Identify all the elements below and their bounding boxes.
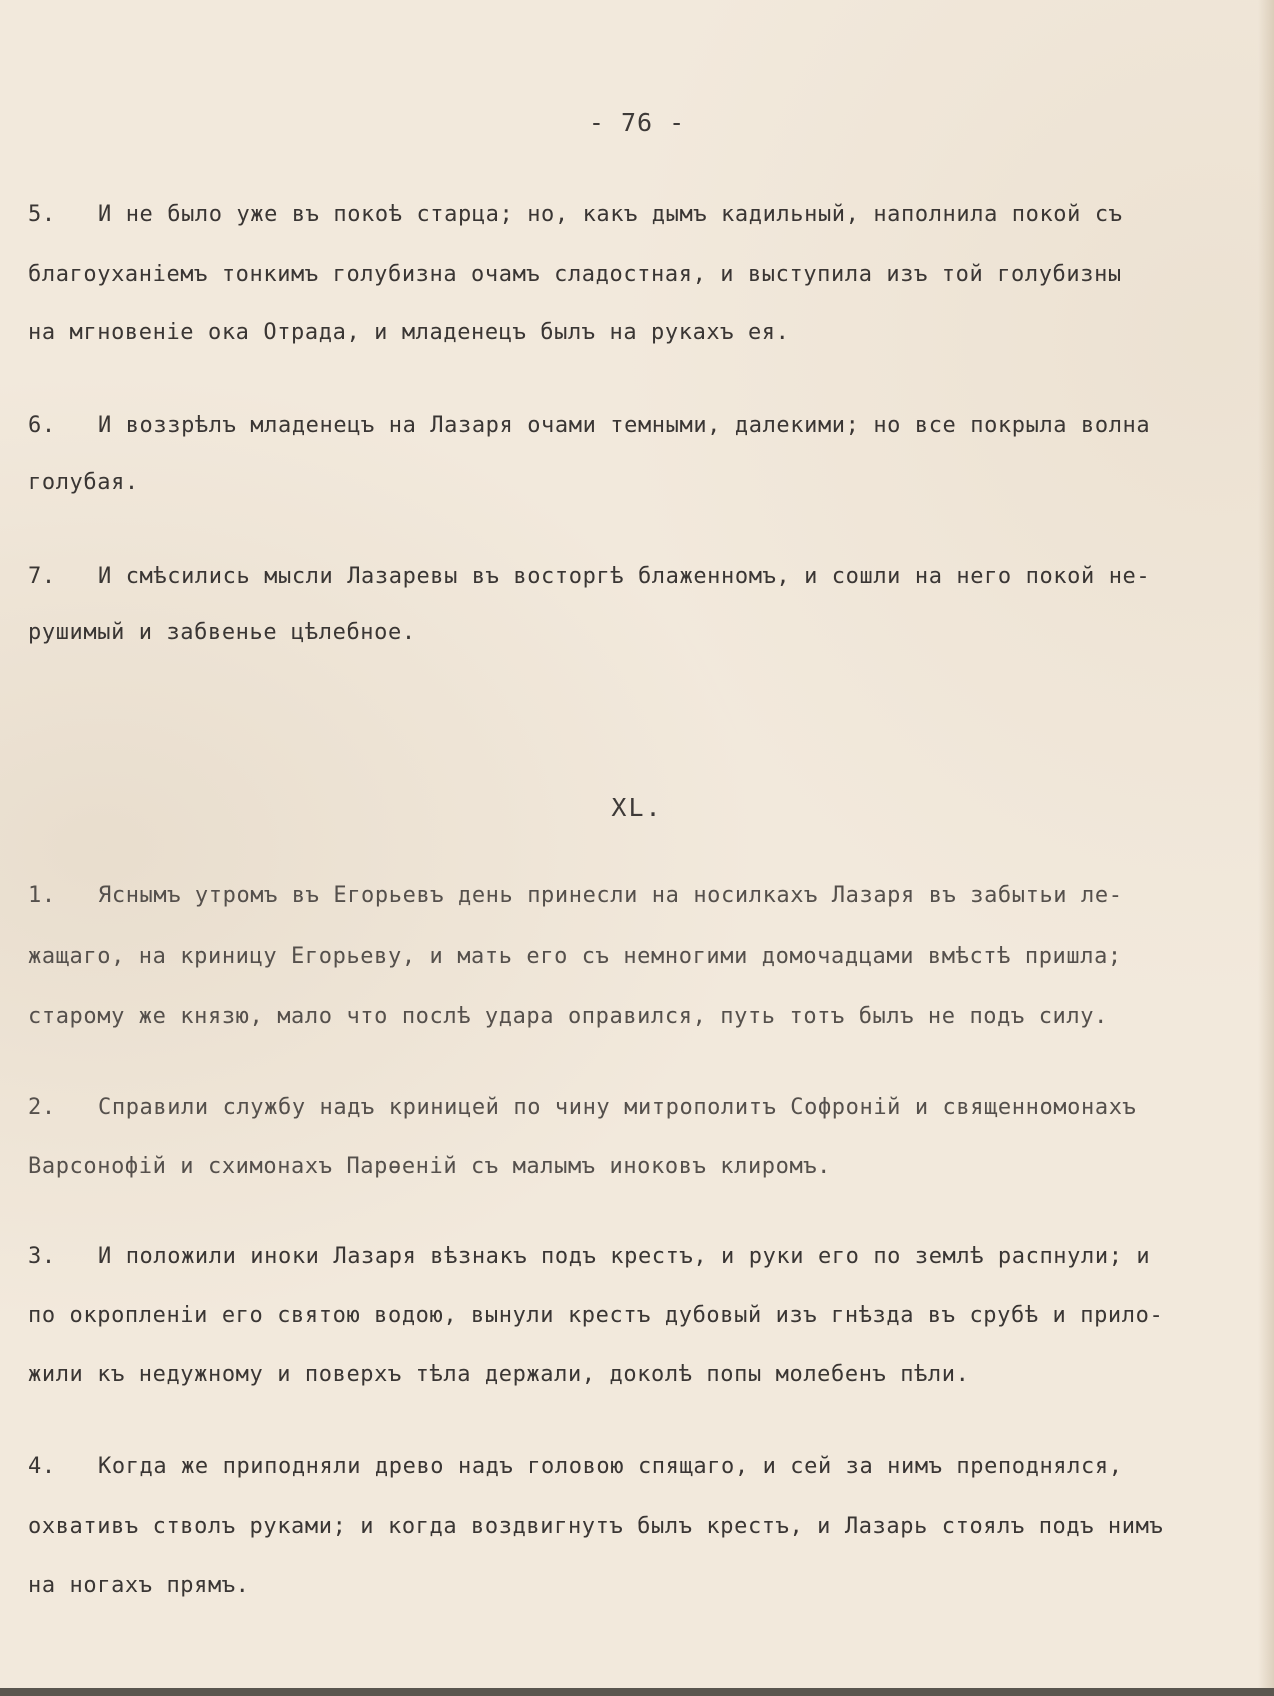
text-line xyxy=(28,1303,1163,1328)
section-title: XL. xyxy=(611,793,663,822)
line-text: благоуханіемъ тонкимъ голубизна очамъ сладостная, и выступила изъ той голубизны xyxy=(28,262,1122,287)
paragraph-number: 4. xyxy=(28,1454,56,1479)
text-line xyxy=(28,1362,969,1387)
text-line xyxy=(28,262,1122,287)
line-text: Когда же приподняли древо надъ головою спящаго, и сей за нимъ преподнялся, xyxy=(98,1454,1123,1479)
text-line xyxy=(28,1514,1163,1539)
line-text: по окропленіи его святою водою, вынули крестъ дубовый изъ гнѣзда въ срубѣ и прило- xyxy=(28,1303,1164,1328)
paragraph-number: 6. xyxy=(28,413,56,438)
page-number: - 76 - xyxy=(588,108,686,137)
text-line xyxy=(28,1454,1123,1479)
text-line xyxy=(28,202,1123,227)
line-text: Яснымъ утромъ въ Егорьевъ день принесли на носилкахъ Лазаря въ забытьи ле- xyxy=(98,883,1123,908)
line-text: Варсонофій и схимонахъ Парѳеній съ малымъ иноковъ клиромъ. xyxy=(28,1154,832,1179)
text-line xyxy=(28,413,1150,438)
paragraph-number: 5. xyxy=(28,202,56,227)
paragraph-number: 1. xyxy=(28,883,56,908)
paragraph-number: 3. xyxy=(28,1244,56,1269)
line-text: на мгновеніе ока Отрада, и младенецъ былъ на рукахъ ея. xyxy=(28,320,790,345)
text-line xyxy=(28,1095,1136,1120)
line-text: охвативъ стволъ руками; и когда воздвигнутъ былъ крестъ, и Лазарь стоялъ подъ нимъ xyxy=(28,1514,1164,1539)
line-text: И смѣсились мысли Лазаревы въ восторгѣ блаженномъ, и сошли на него покой не- xyxy=(98,564,1151,589)
page-edge-shading xyxy=(1258,0,1274,1696)
line-text: на ногахъ прямъ. xyxy=(28,1573,250,1598)
text-line xyxy=(28,1573,250,1598)
line-text: И положили иноки Лазаря вѣзнакъ подъ крестъ, и руки его по землѣ распнули; и xyxy=(98,1244,1151,1269)
text-line xyxy=(28,1154,831,1179)
line-text: рушимый и забвенье цѣлебное. xyxy=(28,620,416,645)
line-text: жили къ недужному и поверхъ тѣла держали, доколѣ попы молебенъ пѣли. xyxy=(28,1362,970,1387)
text-line xyxy=(28,1244,1150,1269)
text-line xyxy=(28,470,139,495)
text-line xyxy=(28,320,789,345)
text-line xyxy=(28,944,1122,969)
text-line xyxy=(28,883,1123,908)
line-text: Справили службу надъ криницей по чину митрополитъ Софроній и священномонахъ xyxy=(98,1095,1137,1120)
paragraph-number: 7. xyxy=(28,564,56,589)
text-line xyxy=(28,1004,1108,1029)
line-text: И не было уже въ покоѣ старца; но, какъ дымъ кадильный, наполнила покой съ xyxy=(98,202,1123,227)
text-line xyxy=(28,620,416,645)
line-text: старому же князю, мало что послѣ удара оправился, путь тотъ былъ не подъ силу. xyxy=(28,1004,1108,1029)
text-line xyxy=(28,564,1150,589)
paragraph-number: 2. xyxy=(28,1095,56,1120)
scan-bottom-edge xyxy=(0,1688,1274,1696)
line-text: жащаго, на криницу Егорьеву, и мать его съ немногими домочадцами вмѣстѣ пришла; xyxy=(28,944,1122,969)
line-text: голубая. xyxy=(28,470,139,495)
line-text: И воззрѣлъ младенецъ на Лазаря очами темными, далекими; но все покрыла волна xyxy=(98,413,1151,438)
